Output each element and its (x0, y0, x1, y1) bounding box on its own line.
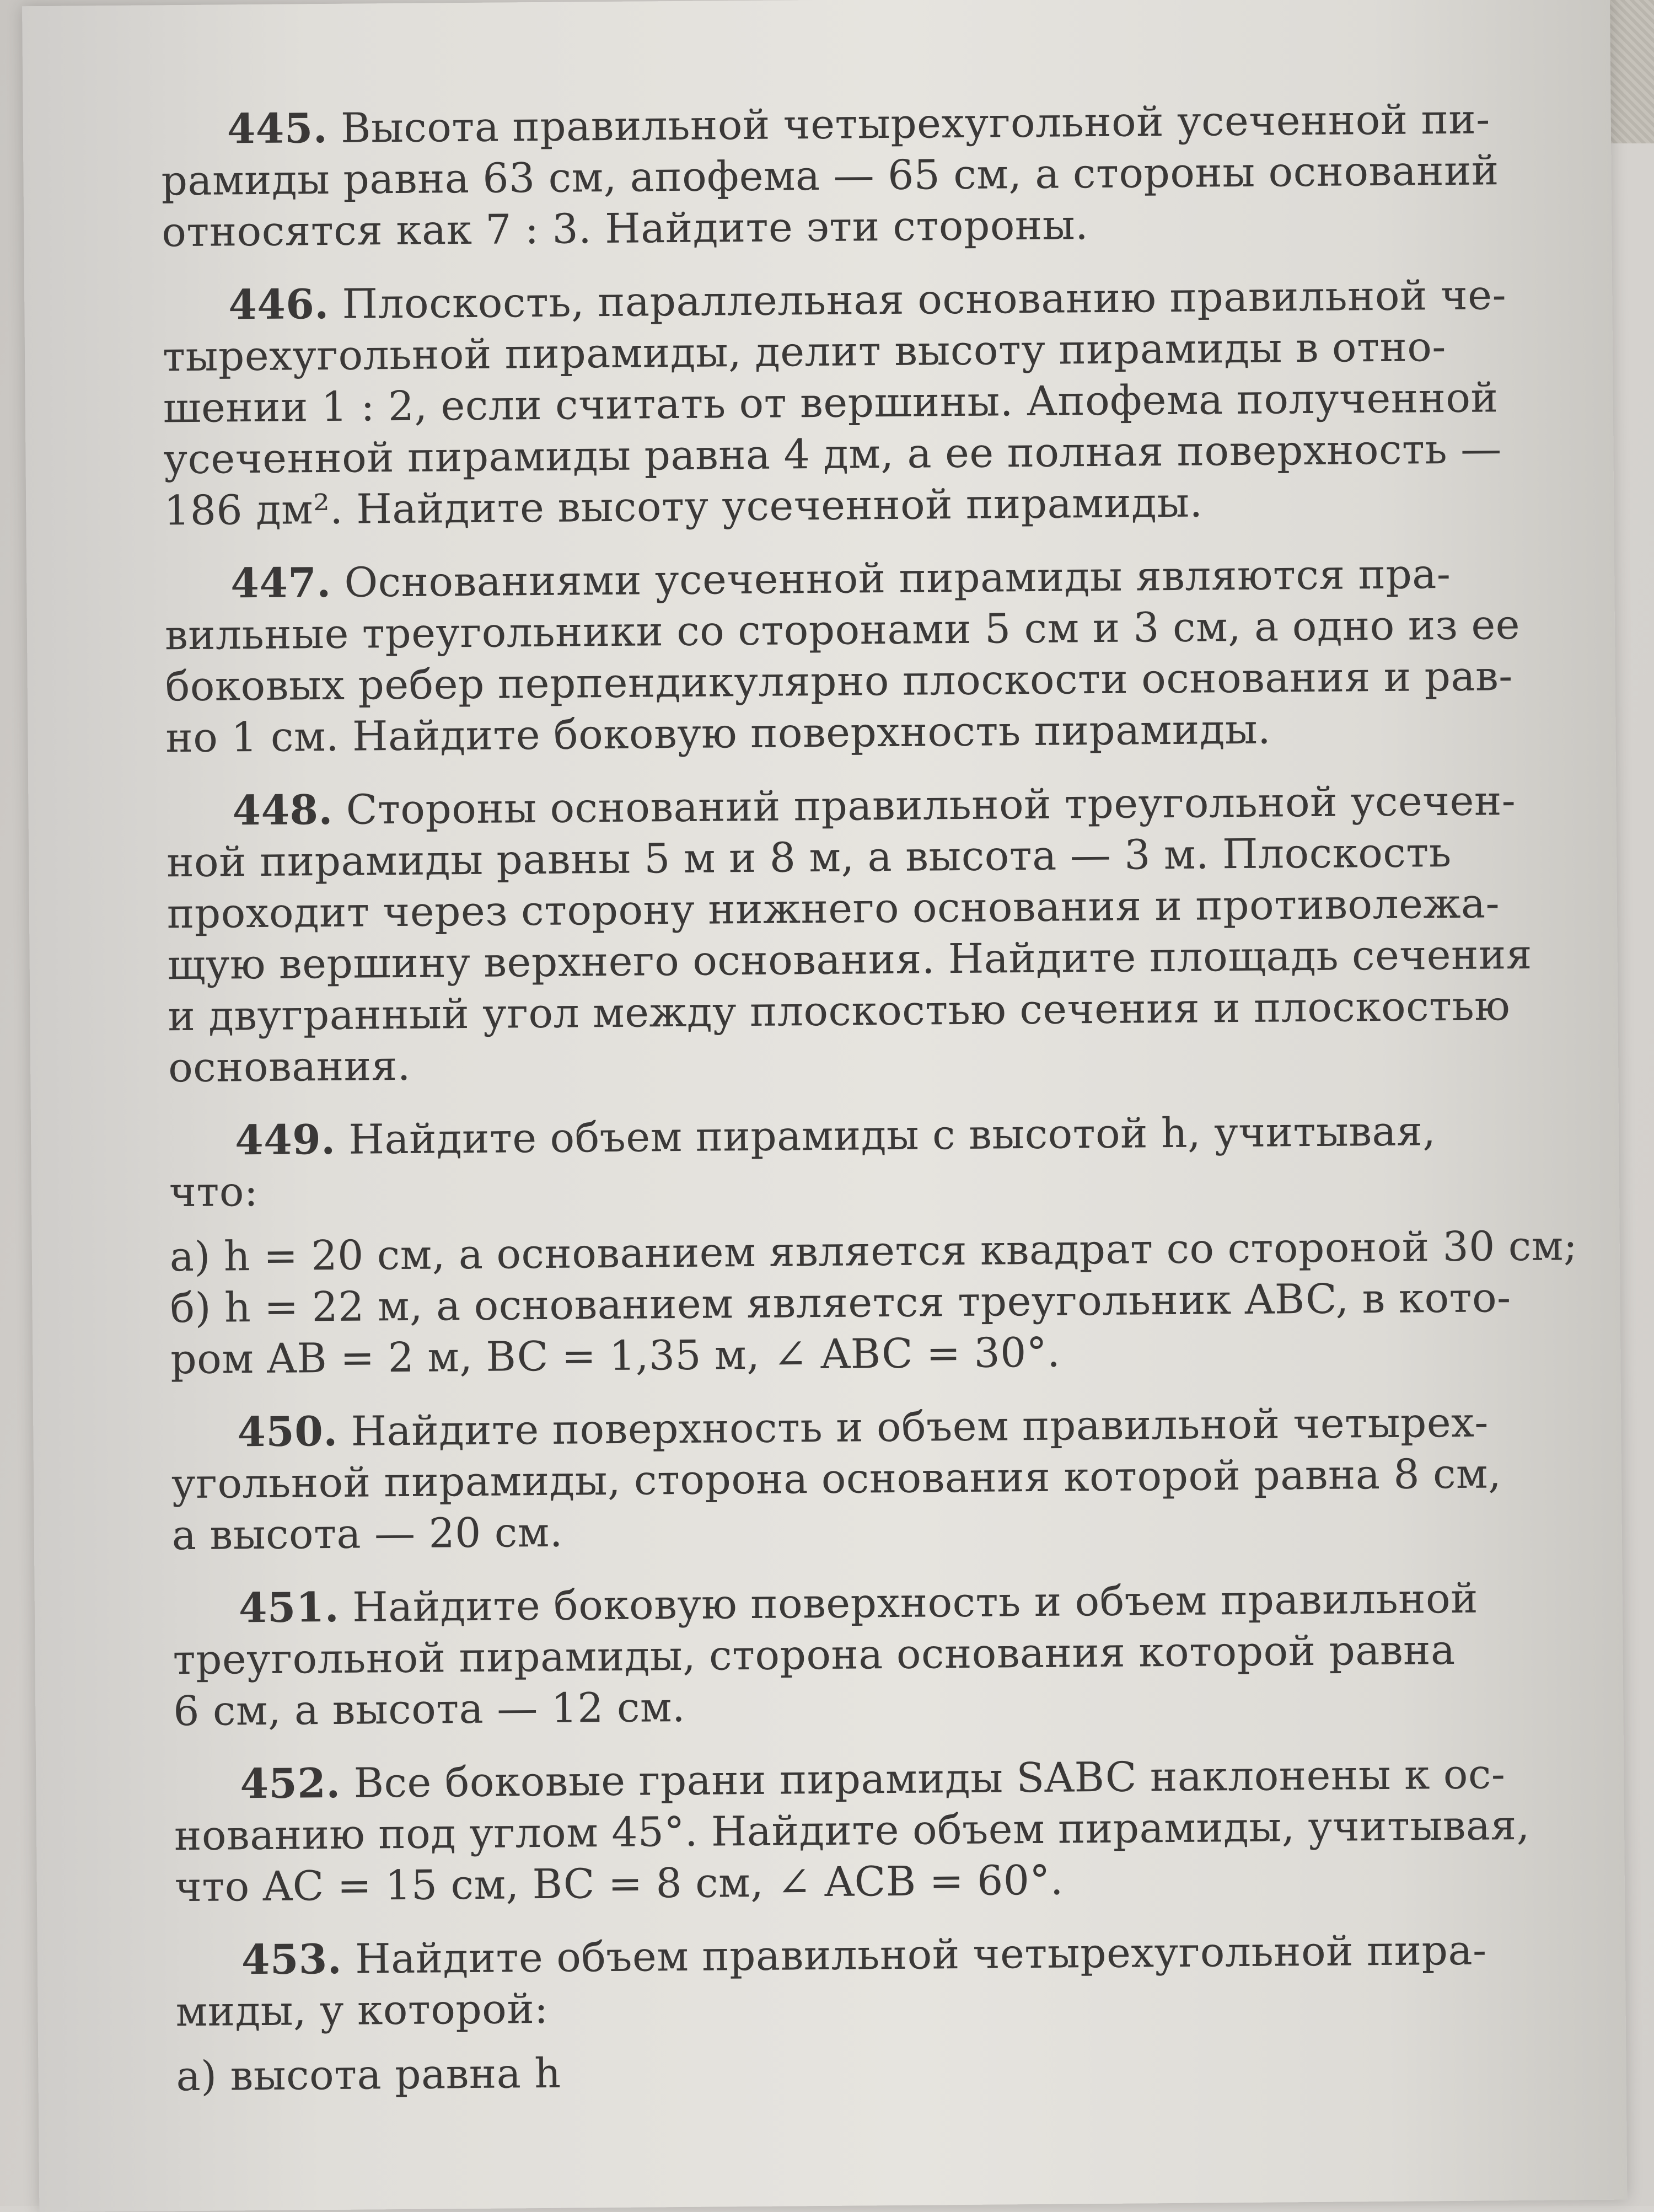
problem-list (160, 94, 1578, 2124)
problem-line: Высота правильной четырехугольной усеченной пи- (340, 95, 1491, 152)
problem-line: боковых ребер перпендикулярно плоскости основания и рав- (165, 652, 1513, 711)
problem-447 (164, 548, 1521, 764)
problem-line: проходит через сторону нижнего основания и противолежа- (167, 880, 1500, 938)
problem-452 (174, 1749, 1531, 1913)
problem-line: вильные треугольники со сторонами 5 см и 3 см, а одно из ее (164, 601, 1521, 660)
problem-line: нованию под углом 45°. Найдите объем пирамиды, учитывая, (174, 1801, 1531, 1860)
problem-line: 186 дм². Найдите высоту усеченной пирамиды. (163, 479, 1203, 535)
problem-line: тырехугольной пирамиды, делит высоту пирамиды в отно- (162, 323, 1447, 381)
problem-line: Все боковые грани пирамиды SABC наклонены к ос- (353, 1750, 1506, 1807)
problem-item: ром AB = 2 м, BC = 1,35 м, ∠ ABC = 30°. (170, 1329, 1061, 1384)
problem-446 (162, 270, 1507, 537)
problem-line: Найдите объем правильной четырехугольной пира- (355, 1926, 1487, 1983)
problem-line: основания. (168, 1042, 411, 1092)
problem-line: треугольной пирамиды, сторона основания которой равна (173, 1626, 1456, 1684)
problem-number: 453. (241, 1935, 342, 1984)
problem-line: угольной пирамиды, сторона основания которой равна 8 см, (171, 1450, 1502, 1508)
problem-450 (171, 1397, 1502, 1561)
problem-number: 451. (238, 1583, 340, 1632)
textbook-page (22, 0, 1627, 2212)
problem-line: Найдите объем пирамиды с высотой h, учитывая, (348, 1107, 1436, 1164)
problem-number: 450. (237, 1407, 338, 1456)
problem-line: Плоскость, параллельная основанию правильной че- (342, 271, 1507, 328)
problem-item: а) высота равна h (176, 2049, 561, 2101)
problem-line: шении 1 : 2, если считать от вершины. Апофема полученной (163, 374, 1499, 432)
problem-line: что: (169, 1168, 259, 1217)
problem-line: Основаниями усеченной пирамиды являются пра- (344, 550, 1451, 607)
problem-line: миды, у которой: (175, 1985, 549, 2036)
problem-448 (166, 775, 1533, 1094)
problem-line: относятся как 7 : 3. Найдите эти стороны. (161, 201, 1089, 256)
problem-line: но 1 см. Найдите боковую поверхность пирамиды. (165, 705, 1271, 762)
problem-line: Стороны оснований правильной треугольной усечен- (346, 777, 1516, 834)
problem-445 (160, 94, 1500, 258)
problem-line: Найдите поверхность и объем правильной четырех- (351, 1399, 1489, 1455)
problem-449 (169, 1105, 1578, 1385)
problem-line: рамиды равна 63 см, апофема — 65 см, а стороны оснований (161, 147, 1500, 205)
problem-item: а) h = 20 см, а основанием является квадрат со стороной 30 см; (169, 1222, 1578, 1281)
problem-line: щую вершину верхнего основания. Найдите площадь сечения (167, 930, 1533, 989)
problem-line: Найдите боковую поверхность и объем правильной (352, 1574, 1479, 1631)
problem-line: а высота — 20 см. (171, 1508, 563, 1560)
problem-number: 449. (234, 1116, 336, 1165)
problem-number: 452. (240, 1759, 341, 1808)
problem-line: и двугранный угол между плоскостью сечения и плоскостью (168, 982, 1511, 1041)
problem-453 (175, 1925, 1500, 2102)
problem-number: 448. (232, 786, 334, 835)
problem-item: б) h = 22 м, а основанием является треугольник ABC, в кото- (170, 1274, 1511, 1332)
problem-line: что AC = 15 см, BC = 8 см, ∠ ACB = 60°. (174, 1856, 1064, 1911)
problem-number: 445. (227, 104, 328, 153)
problem-451 (173, 1573, 1497, 1737)
problem-line: усеченной пирамиды равна 4 дм, а ее полная поверхность — (163, 425, 1502, 484)
problem-number: 446. (228, 280, 329, 329)
problem-line: ной пирамиды равны 5 м и 8 м, а высота — 3 м. Плоскость (166, 828, 1452, 887)
problem-number: 447. (230, 559, 331, 608)
problem-line: 6 см, а высота — 12 см. (173, 1683, 686, 1736)
